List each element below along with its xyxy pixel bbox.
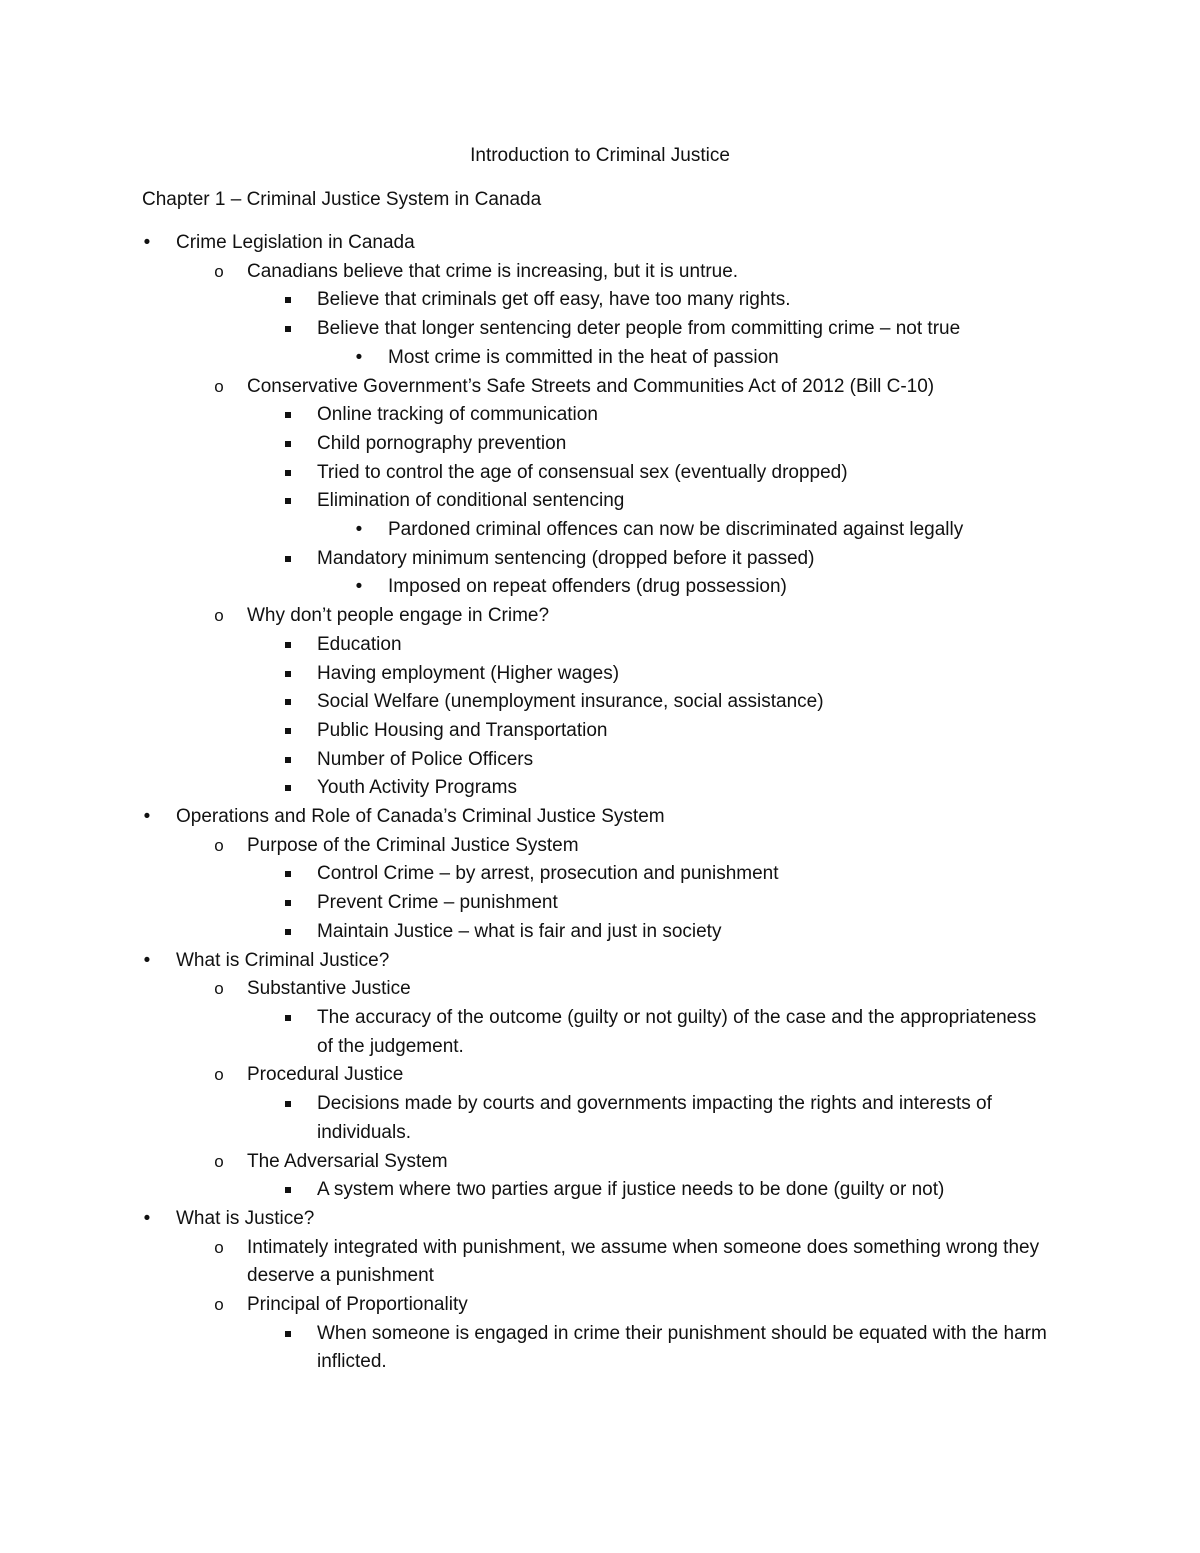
outline-item-text: Public Housing and Transportation	[317, 719, 608, 741]
outline-item-text: Procedural Justice	[247, 1064, 404, 1086]
outline-item-text: Decisions made by courts and governments impacting the rights and interests of individuals.	[317, 1093, 992, 1143]
outline-item-level-2	[0, 286, 1200, 315]
outline-item-text: Youth Activity Programs	[317, 777, 517, 799]
outline-item-text: What is Justice?	[176, 1207, 315, 1229]
outline-item-level-3	[0, 516, 1200, 545]
outline-item-text: The accuracy of the outcome (guilty or not guilty) of the case and the appropriateness of the judgement.	[317, 1006, 1037, 1057]
circle-bullet-icon: o	[214, 606, 224, 626]
outline-item-level-2	[0, 717, 1200, 746]
bullet-icon: •	[355, 519, 363, 541]
outline-item-level-2	[0, 889, 1200, 918]
outline-item-level-2	[0, 688, 1200, 717]
bullet-icon: •	[143, 806, 151, 828]
outline-item-text: Maintain Justice – what is fair and just in society	[317, 920, 722, 942]
outline-item-text: Believe that longer sentencing deter people from committing crime – not true	[317, 318, 961, 340]
bullet-icon: •	[355, 576, 363, 598]
outline-item-level-2	[0, 459, 1200, 488]
outline-item-text: Tried to control the age of consensual sex (eventually dropped)	[317, 461, 848, 483]
outline-item-text: Elimination of conditional sentencing	[317, 490, 625, 512]
notes-outline	[0, 229, 1200, 1377]
circle-bullet-icon: o	[214, 1237, 224, 1257]
outline-item-level-2	[0, 1320, 1200, 1377]
outline-item-level-1	[0, 1291, 1200, 1320]
outline-item-text: Why don’t people engage in Crime?	[247, 605, 550, 627]
outline-item-text: Social Welfare (unemployment insurance, social assistance)	[317, 691, 824, 713]
outline-item-text: Substantive Justice	[247, 978, 411, 1000]
outline-item-text: Conservative Government’s Safe Streets and Communities Act of 2012 (Bill C-10)	[247, 375, 935, 397]
outline-item-level-3	[0, 344, 1200, 373]
outline-item-text: Mandatory minimum sentencing (dropped before it passed)	[317, 547, 815, 569]
outline-item-level-2	[0, 746, 1200, 775]
outline-item-text: Intimately integrated with punishment, we assume when someone does something wrong they deserve a punishment	[247, 1236, 1040, 1287]
outline-item-level-2	[0, 1004, 1200, 1061]
outline-item-level-2	[0, 1090, 1200, 1147]
outline-item-level-0	[0, 1205, 1200, 1234]
bullet-icon: •	[143, 232, 151, 253]
outline-item-text: Control Crime – by arrest, prosecution and punishment	[317, 863, 779, 885]
outline-item-text: When someone is engaged in crime their punishment should be equated with the harm inflicted.	[317, 1322, 1047, 1373]
outline-item-text: Canadians believe that crime is increasing, but it is untrue.	[247, 260, 739, 282]
circle-bullet-icon: o	[214, 979, 224, 999]
outline-item-level-2	[0, 860, 1200, 889]
circle-bullet-icon: o	[214, 1295, 224, 1315]
outline-item-level-2	[0, 430, 1200, 459]
outline-item-level-1	[0, 258, 1200, 287]
outline-item-level-1	[0, 975, 1200, 1004]
outline-item-text: Education	[317, 633, 402, 655]
outline-item-text: Principal of Proportionality	[247, 1294, 468, 1316]
outline-item-level-2	[0, 1176, 1200, 1205]
outline-item-text: Purpose of the Criminal Justice System	[247, 834, 579, 856]
outline-item-level-1	[0, 1234, 1200, 1291]
circle-bullet-icon: o	[214, 835, 224, 855]
document-title: Introduction to Criminal Justice	[470, 145, 730, 166]
outline-item-level-2	[0, 401, 1200, 430]
circle-bullet-icon: o	[214, 261, 224, 281]
outline-item-level-2	[0, 315, 1200, 344]
outline-item-text: Having employment (Higher wages)	[317, 662, 620, 684]
bullet-icon: •	[355, 346, 363, 368]
outline-item-text: Operations and Role of Canada’s Criminal Justice System	[176, 806, 665, 828]
outline-item-level-2	[0, 545, 1200, 574]
outline-item-level-2	[0, 774, 1200, 803]
outline-item-text: Online tracking of communication	[317, 404, 598, 426]
outline-item-text: What is Criminal Justice?	[176, 949, 390, 971]
outline-item-text: The Adversarial System	[247, 1150, 448, 1172]
circle-bullet-icon: o	[214, 1151, 224, 1171]
outline-item-level-1	[0, 1148, 1200, 1177]
outline-item-text: Child pornography prevention	[317, 432, 567, 454]
outline-item-text: A system where two parties argue if justice needs to be done (guilty or not)	[317, 1179, 945, 1201]
outline-item-level-2	[0, 660, 1200, 689]
outline-item-level-1	[0, 832, 1200, 861]
outline-item-text: Crime Legislation in Canada	[176, 232, 415, 253]
outline-item-level-1	[0, 602, 1200, 631]
outline-item-text: Prevent Crime – punishment	[317, 892, 558, 914]
outline-item-text: Imposed on repeat offenders (drug possession)	[388, 576, 787, 598]
outline-item-level-1	[0, 1061, 1200, 1090]
bullet-icon: •	[143, 949, 151, 971]
outline-item-level-2	[0, 487, 1200, 516]
outline-item-level-0	[0, 947, 1200, 976]
outline-item-level-0	[0, 803, 1200, 832]
outline-item-text: Pardoned criminal offences can now be discriminated against legally	[388, 519, 964, 541]
outline-item-text: Believe that criminals get off easy, have too many rights.	[317, 289, 791, 311]
outline-item-level-0	[0, 229, 1200, 258]
outline-item-level-1	[0, 373, 1200, 402]
chapter-heading: Chapter 1 – Criminal Justice System in Canada	[142, 189, 542, 210]
circle-bullet-icon: o	[214, 1065, 224, 1085]
outline-item-text: Number of Police Officers	[317, 748, 534, 770]
circle-bullet-icon: o	[214, 376, 224, 396]
bullet-icon: •	[143, 1207, 151, 1229]
outline-item-level-3	[0, 573, 1200, 602]
outline-item-level-2	[0, 631, 1200, 660]
outline-item-level-2	[0, 918, 1200, 947]
outline-item-text: Most crime is committed in the heat of passion	[388, 346, 779, 368]
